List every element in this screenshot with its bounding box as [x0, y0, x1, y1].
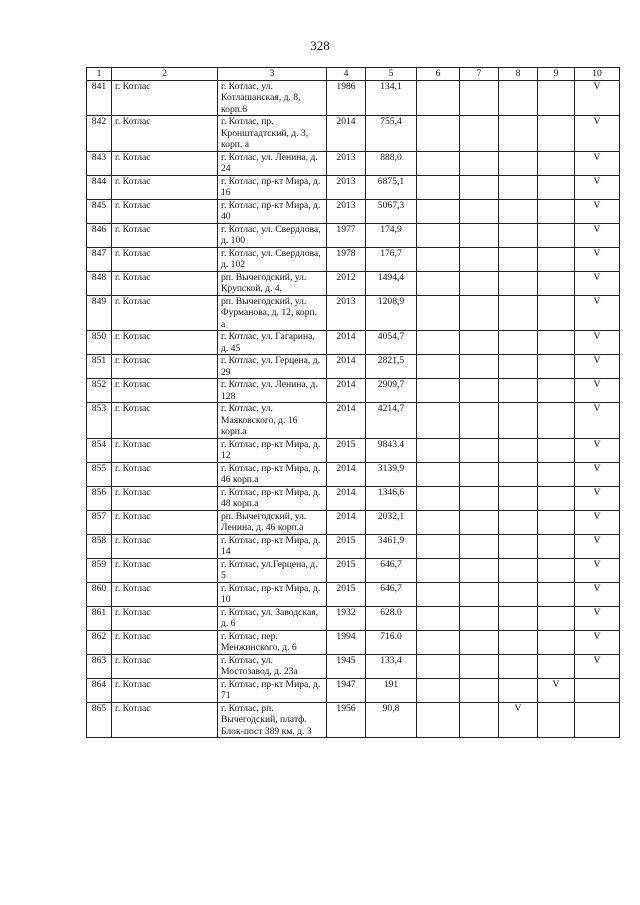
address-cell: рп. Вычегодский, ул. Фурманова, д. 12, корп. а: [218, 295, 327, 331]
row-number: 843: [87, 151, 112, 175]
locality-cell: г. Котлас: [112, 403, 218, 439]
column-7-cell: [460, 438, 499, 462]
locality-cell: г. Котлас: [112, 558, 218, 582]
column-9-cell: [538, 80, 575, 116]
table-row: [87, 247, 620, 271]
table-row: [87, 606, 620, 630]
address-cell: рп. Вычегодский, ул. Ленина, д. 46 корп.а: [218, 510, 327, 534]
column-6-cell: [417, 223, 460, 247]
table-row: [87, 379, 620, 403]
column-8-cell: [499, 438, 538, 462]
column-6-cell: [417, 678, 460, 702]
table-row: [87, 151, 620, 175]
locality-cell: г. Котлас: [112, 247, 218, 271]
column-9-cell: [538, 151, 575, 175]
column-header: 7: [460, 68, 499, 81]
column-10-cell: V: [575, 654, 620, 678]
area-cell: 1494,4: [366, 271, 417, 295]
table-row: [87, 295, 620, 331]
column-9-cell: [538, 606, 575, 630]
column-8-cell: [499, 630, 538, 654]
column-8-cell: [499, 379, 538, 403]
address-cell: г. Котлас, ул. Мостозавод, д. 23а: [218, 654, 327, 678]
column-10-cell: V: [575, 247, 620, 271]
address-cell: г. Котлас, ул. Герцена, д. 29: [218, 355, 327, 379]
column-9-cell: [538, 247, 575, 271]
address-cell: г. Котлас, ул. Маяковского, д. 16 корп.а: [218, 403, 327, 439]
column-9-cell: V: [538, 678, 575, 702]
column-6-cell: [417, 295, 460, 331]
table-row: [87, 630, 620, 654]
column-7-cell: [460, 355, 499, 379]
column-6-cell: [417, 271, 460, 295]
column-10-cell: V: [575, 355, 620, 379]
table-row: [87, 678, 620, 702]
area-cell: 755,4: [366, 116, 417, 152]
column-10-cell: V: [575, 510, 620, 534]
column-header: 10: [575, 68, 620, 81]
area-cell: 646,7: [366, 582, 417, 606]
column-6-cell: [417, 510, 460, 534]
year-cell: 2014: [327, 355, 366, 379]
year-cell: 2013: [327, 151, 366, 175]
column-7-cell: [460, 462, 499, 486]
area-cell: 133,4: [366, 654, 417, 678]
locality-cell: г. Котлас: [112, 582, 218, 606]
table-body: [87, 80, 620, 738]
address-cell: г. Котлас, пр-кт Мира, д. 71: [218, 678, 327, 702]
year-cell: 2014: [327, 379, 366, 403]
table-row: [87, 175, 620, 199]
year-cell: 2014: [327, 403, 366, 439]
column-7-cell: [460, 80, 499, 116]
column-10-cell: V: [575, 534, 620, 558]
column-8-cell: [499, 355, 538, 379]
column-10-cell: V: [575, 271, 620, 295]
row-number: 854: [87, 438, 112, 462]
column-7-cell: [460, 199, 499, 223]
table-row: [87, 223, 620, 247]
column-10-cell: V: [575, 606, 620, 630]
area-cell: 3461,9: [366, 534, 417, 558]
locality-cell: г. Котлас: [112, 379, 218, 403]
row-number: 861: [87, 606, 112, 630]
column-9-cell: [538, 534, 575, 558]
column-6-cell: [417, 379, 460, 403]
address-cell: г. Котлас, пр-кт Мира, д. 46 корп.а: [218, 462, 327, 486]
column-6-cell: [417, 403, 460, 439]
table-row: [87, 199, 620, 223]
year-cell: 2015: [327, 558, 366, 582]
column-8-cell: [499, 116, 538, 152]
column-7-cell: [460, 379, 499, 403]
table-row: [87, 403, 620, 439]
table-row: [87, 558, 620, 582]
column-header: 4: [327, 68, 366, 81]
column-8-cell: [499, 534, 538, 558]
column-8-cell: [499, 606, 538, 630]
column-6-cell: [417, 331, 460, 355]
column-10-cell: V: [575, 558, 620, 582]
column-10-cell: V: [575, 199, 620, 223]
column-9-cell: [538, 510, 575, 534]
row-number: 855: [87, 462, 112, 486]
column-7-cell: [460, 558, 499, 582]
column-8-cell: [499, 80, 538, 116]
year-cell: 2014: [327, 116, 366, 152]
row-number: 841: [87, 80, 112, 116]
table-row: [87, 462, 620, 486]
column-10-cell: V: [575, 462, 620, 486]
column-8-cell: [499, 331, 538, 355]
row-number: 856: [87, 486, 112, 510]
column-9-cell: [538, 271, 575, 295]
area-cell: 191: [366, 678, 417, 702]
address-cell: г. Котлас, пр-кт Мира, д. 40: [218, 199, 327, 223]
column-10-cell: V: [575, 295, 620, 331]
column-7-cell: [460, 582, 499, 606]
area-cell: 9843.4: [366, 438, 417, 462]
locality-cell: г. Котлас: [112, 331, 218, 355]
locality-cell: г. Котлас: [112, 295, 218, 331]
area-cell: 716.0: [366, 630, 417, 654]
locality-cell: г. Котлас: [112, 630, 218, 654]
column-9-cell: [538, 403, 575, 439]
column-7-cell: [460, 151, 499, 175]
column-8-cell: [499, 247, 538, 271]
row-number: 848: [87, 271, 112, 295]
column-10-cell: V: [575, 175, 620, 199]
locality-cell: г. Котлас: [112, 438, 218, 462]
locality-cell: г. Котлас: [112, 486, 218, 510]
area-cell: 628.0: [366, 606, 417, 630]
column-9-cell: [538, 175, 575, 199]
area-cell: 2821,5: [366, 355, 417, 379]
column-7-cell: [460, 331, 499, 355]
column-10-cell: V: [575, 486, 620, 510]
column-8-cell: [499, 271, 538, 295]
column-6-cell: [417, 582, 460, 606]
area-cell: 176,7: [366, 247, 417, 271]
table-row: [87, 702, 620, 738]
column-6-cell: [417, 151, 460, 175]
column-9-cell: [538, 379, 575, 403]
locality-cell: г. Котлас: [112, 151, 218, 175]
table-header: [87, 68, 620, 81]
table-row: [87, 331, 620, 355]
area-cell: 174,9: [366, 223, 417, 247]
year-cell: 1947: [327, 678, 366, 702]
row-number: 859: [87, 558, 112, 582]
column-9-cell: [538, 582, 575, 606]
column-10-cell: V: [575, 582, 620, 606]
column-8-cell: [499, 510, 538, 534]
column-9-cell: [538, 331, 575, 355]
row-number: 846: [87, 223, 112, 247]
column-7-cell: [460, 654, 499, 678]
address-cell: г. Котлас, ул. Котлашанская, д. 8, корп.6: [218, 80, 327, 116]
address-cell: г. Котлас, рп. Вычегодский, платф. Блок-пост 389 км, д. 3: [218, 702, 327, 738]
column-9-cell: [538, 355, 575, 379]
column-9-cell: [538, 295, 575, 331]
column-7-cell: [460, 510, 499, 534]
column-header: 8: [499, 68, 538, 81]
column-6-cell: [417, 247, 460, 271]
year-cell: 1978: [327, 247, 366, 271]
area-cell: 3139,9: [366, 462, 417, 486]
area-cell: 888,0: [366, 151, 417, 175]
locality-cell: г. Котлас: [112, 175, 218, 199]
column-6-cell: [417, 486, 460, 510]
locality-cell: г. Котлас: [112, 702, 218, 738]
year-cell: 1945: [327, 654, 366, 678]
row-number: 862: [87, 630, 112, 654]
year-cell: 1986: [327, 80, 366, 116]
address-cell: г. Котлас, ул. Свердлова, д. 102: [218, 247, 327, 271]
column-header: 6: [417, 68, 460, 81]
address-cell: г. Котлас, пер. Менжинского, д. 6: [218, 630, 327, 654]
column-7-cell: [460, 630, 499, 654]
column-header: 5: [366, 68, 417, 81]
column-6-cell: [417, 534, 460, 558]
column-7-cell: [460, 175, 499, 199]
column-7-cell: [460, 116, 499, 152]
column-8-cell: [499, 295, 538, 331]
table-row: [87, 486, 620, 510]
row-number: 863: [87, 654, 112, 678]
page-number: 328: [310, 38, 330, 53]
column-header: 2: [112, 68, 218, 81]
locality-cell: г. Котлас: [112, 654, 218, 678]
address-cell: г. Котлас, ул. Свердлова, д. 100: [218, 223, 327, 247]
column-7-cell: [460, 247, 499, 271]
column-10-cell: V: [575, 403, 620, 439]
year-cell: 2013: [327, 175, 366, 199]
locality-cell: г. Котлас: [112, 80, 218, 116]
column-7-cell: [460, 271, 499, 295]
column-10-cell: V: [575, 438, 620, 462]
column-10-cell: V: [575, 379, 620, 403]
row-number: 851: [87, 355, 112, 379]
row-number: 842: [87, 116, 112, 152]
column-9-cell: [538, 223, 575, 247]
column-6-cell: [417, 630, 460, 654]
column-8-cell: [499, 175, 538, 199]
address-cell: г. Котлас, пр-кт Мира, д. 48 корп.а: [218, 486, 327, 510]
year-cell: 2013: [327, 295, 366, 331]
table-row: [87, 510, 620, 534]
column-7-cell: [460, 403, 499, 439]
column-7-cell: [460, 295, 499, 331]
row-number: 864: [87, 678, 112, 702]
column-8-cell: [499, 223, 538, 247]
column-8-cell: [499, 151, 538, 175]
column-8-cell: [499, 678, 538, 702]
column-6-cell: [417, 606, 460, 630]
column-8-cell: [499, 462, 538, 486]
year-cell: 2015: [327, 534, 366, 558]
table-row: [87, 582, 620, 606]
column-9-cell: [538, 558, 575, 582]
column-9-cell: [538, 438, 575, 462]
column-7-cell: [460, 223, 499, 247]
column-9-cell: [538, 462, 575, 486]
table-row: [87, 80, 620, 116]
table-row: [87, 271, 620, 295]
column-8-cell: [499, 558, 538, 582]
row-number: 860: [87, 582, 112, 606]
area-cell: 4214,7: [366, 403, 417, 439]
year-cell: 2015: [327, 582, 366, 606]
area-cell: 1208,9: [366, 295, 417, 331]
address-cell: г. Котлас, ул.Герцена, д. 5: [218, 558, 327, 582]
area-cell: 4054,7: [366, 331, 417, 355]
header-row: [87, 68, 620, 81]
column-7-cell: [460, 678, 499, 702]
column-header: 3: [218, 68, 327, 81]
locality-cell: г. Котлас: [112, 199, 218, 223]
area-cell: 134,1: [366, 80, 417, 116]
column-9-cell: [538, 199, 575, 223]
table-row: [87, 654, 620, 678]
area-cell: 90,8: [366, 702, 417, 738]
column-9-cell: [538, 116, 575, 152]
address-cell: рп. Вычегодский, ул. Крупской, д. 4,: [218, 271, 327, 295]
column-9-cell: [538, 486, 575, 510]
column-10-cell: V: [575, 151, 620, 175]
address-cell: г. Котлас, пр-кт Мира, д. 10: [218, 582, 327, 606]
area-cell: 2032,1: [366, 510, 417, 534]
year-cell: 2013: [327, 199, 366, 223]
column-9-cell: [538, 654, 575, 678]
row-number: 849: [87, 295, 112, 331]
locality-cell: г. Котлас: [112, 116, 218, 152]
column-7-cell: [460, 606, 499, 630]
year-cell: 2014: [327, 486, 366, 510]
area-cell: 1346,6: [366, 486, 417, 510]
column-8-cell: [499, 403, 538, 439]
address-cell: г. Котлас, пр. Кронштадтский, д. 3, корп. а: [218, 116, 327, 152]
row-number: 844: [87, 175, 112, 199]
address-cell: г. Котлас, ул. Ленина, д. 24: [218, 151, 327, 175]
table-row: [87, 116, 620, 152]
year-cell: 1956: [327, 702, 366, 738]
year-cell: 2015: [327, 438, 366, 462]
year-cell: 2012: [327, 271, 366, 295]
column-7-cell: [460, 534, 499, 558]
column-9-cell: [538, 630, 575, 654]
column-10-cell: V: [575, 116, 620, 152]
column-10-cell: V: [575, 630, 620, 654]
column-8-cell: [499, 654, 538, 678]
column-6-cell: [417, 654, 460, 678]
year-cell: 2014: [327, 510, 366, 534]
locality-cell: г. Котлас: [112, 355, 218, 379]
address-cell: г. Котлас, ул. Ленина, д. 128: [218, 379, 327, 403]
address-cell: г. Котлас, пр-кт Мира, д. 12: [218, 438, 327, 462]
table-row: [87, 438, 620, 462]
column-6-cell: [417, 558, 460, 582]
column-6-cell: [417, 702, 460, 738]
column-10-cell: V: [575, 80, 620, 116]
locality-cell: г. Котлас: [112, 606, 218, 630]
table-row: [87, 355, 620, 379]
table-row: [87, 534, 620, 558]
year-cell: 2014: [327, 331, 366, 355]
year-cell: 1977: [327, 223, 366, 247]
row-number: 850: [87, 331, 112, 355]
column-6-cell: [417, 462, 460, 486]
year-cell: 1994: [327, 630, 366, 654]
row-number: 853: [87, 403, 112, 439]
registry-table: [86, 67, 620, 738]
column-10-cell: [575, 702, 620, 738]
locality-cell: г. Котлас: [112, 534, 218, 558]
column-header: 9: [538, 68, 575, 81]
column-8-cell: [499, 582, 538, 606]
column-10-cell: V: [575, 331, 620, 355]
row-number: 865: [87, 702, 112, 738]
area-cell: 646,7: [366, 558, 417, 582]
column-9-cell: [538, 702, 575, 738]
area-cell: 6875,1: [366, 175, 417, 199]
column-7-cell: [460, 486, 499, 510]
row-number: 852: [87, 379, 112, 403]
address-cell: г. Котлас, пр-кт Мира, д. 14: [218, 534, 327, 558]
address-cell: г. Котлас, ул. Заводская, д. 6: [218, 606, 327, 630]
locality-cell: г. Котлас: [112, 678, 218, 702]
locality-cell: г. Котлас: [112, 223, 218, 247]
address-cell: г. Котлас, ул. Гагарина, д. 45: [218, 331, 327, 355]
row-number: 845: [87, 199, 112, 223]
column-7-cell: [460, 702, 499, 738]
column-6-cell: [417, 116, 460, 152]
column-8-cell: V: [499, 702, 538, 738]
column-6-cell: [417, 438, 460, 462]
column-10-cell: V: [575, 223, 620, 247]
locality-cell: г. Котлас: [112, 271, 218, 295]
locality-cell: г. Котлас: [112, 510, 218, 534]
row-number: 847: [87, 247, 112, 271]
area-cell: 2909,7: [366, 379, 417, 403]
year-cell: 1932: [327, 606, 366, 630]
column-6-cell: [417, 355, 460, 379]
column-8-cell: [499, 199, 538, 223]
row-number: 857: [87, 510, 112, 534]
column-header: 1: [87, 68, 112, 81]
column-8-cell: [499, 486, 538, 510]
year-cell: 2014: [327, 462, 366, 486]
locality-cell: г. Котлас: [112, 462, 218, 486]
area-cell: 5067,3: [366, 199, 417, 223]
column-6-cell: [417, 199, 460, 223]
column-6-cell: [417, 80, 460, 116]
column-6-cell: [417, 175, 460, 199]
column-10-cell: [575, 678, 620, 702]
address-cell: г. Котлас, пр-кт Мира, д. 16: [218, 175, 327, 199]
row-number: 858: [87, 534, 112, 558]
